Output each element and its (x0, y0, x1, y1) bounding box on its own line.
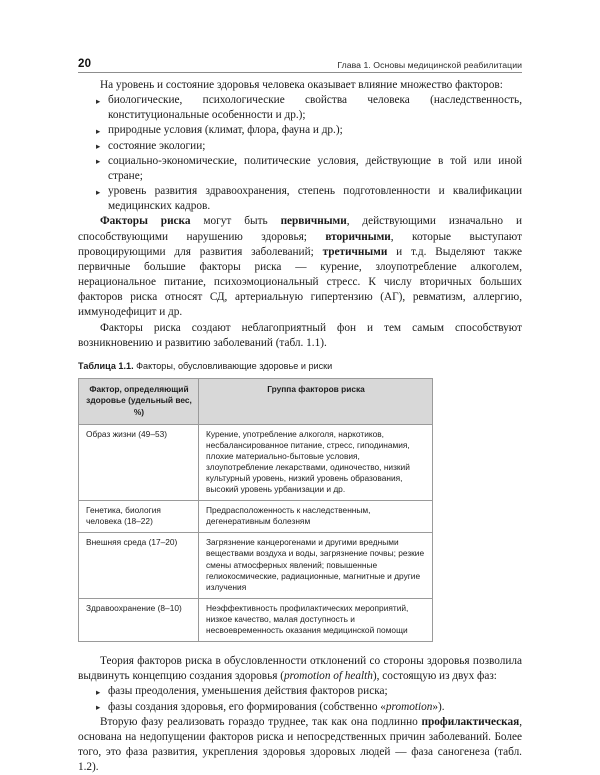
paragraph-intro: На уровень и состояние здоровья человека оказывает влияние множество факторов: (100, 79, 503, 91)
table-header (79, 378, 433, 424)
paragraph-theory (78, 654, 522, 684)
term-risk-factors: Факторы риска (100, 215, 191, 228)
list-item (78, 93, 522, 123)
term-promotion: promotion (385, 700, 433, 713)
bullet-triangle-icon: ▸ (96, 686, 101, 697)
list-item-label: фазы создания здоровья, его формирования (собственно « (108, 700, 386, 713)
cell-factor: Здравоохранение (8–10) (79, 598, 199, 641)
bullet-triangle-icon: ▸ (96, 186, 101, 197)
cell-factor: Генетика, биология человека (18–22) (79, 501, 199, 533)
list-item-label: природные условия (климат, флора, фауна и др.); (108, 124, 343, 137)
cell-risks: Предрасположенность к наследственным, дегенеративным болезням (199, 501, 433, 533)
cell-risks: Курение, употребление алкоголя, наркотиков, несбалансированное питание, стресс, гиподинамия, плохие материально-бытовые условия, злоупотребление лекарствами, одиночество, низкий культурный уровень, низкий уровень образования, высокий уровень урбанизации и др. (199, 424, 433, 501)
table-row (79, 598, 433, 641)
term-primary: первичными (280, 215, 347, 228)
bullet-triangle-icon: ▸ (96, 125, 101, 136)
text-run: , основана на недопущении факторов риска и непосредственных причин заболеваний. Более того, это фаза развития, укрепления здоровья здоровых людей — фаза саногенеза (табл. 1.2). (78, 715, 522, 774)
table-row (79, 424, 433, 501)
table-header-row (79, 378, 433, 424)
paragraph-risk-types (78, 214, 522, 320)
cell-risks: Неэффективность профилактических мероприятий, низкое качество, малая доступность и несвоевременность оказания медицинской помощи (199, 598, 433, 641)
running-head (78, 50, 522, 73)
table-health-factors (78, 378, 433, 642)
term-secondary: вторичными (325, 230, 391, 243)
column-header-risk-group: Группа факторов риска (199, 378, 433, 424)
list-item (78, 123, 522, 138)
text-run: , которые выступают провоцирующими для развития заболеваний; (78, 230, 522, 258)
list-item (78, 154, 522, 184)
term-promotion-of-health: promotion of health (283, 670, 373, 683)
bullet-triangle-icon: ▸ (96, 156, 101, 167)
text-run: ), состоящую из двух фаз: (372, 670, 497, 683)
list-item (78, 139, 522, 154)
list-item-label: фазы преодоления, уменьшения действия факторов риска; (108, 685, 388, 698)
text-run: Теория факторов риска в обусловленности отклонений со стороны здоровья позволила выдвинуть концепцию создания здоровья ( (78, 655, 522, 683)
list-item (78, 184, 522, 214)
bullet-list-phases (78, 684, 522, 714)
text-column (78, 78, 522, 775)
chapter-title: Глава 1. Основы медицинской реабилитации (337, 60, 522, 70)
paragraph-background: Факторы риска создают неблагоприятный фон и тем самым способствуют возникновению и развитию заболеваний (табл. 1.1). (78, 321, 522, 349)
term-prophylactic: профилактическая (421, 715, 520, 728)
table-caption (78, 360, 522, 373)
term-tertiary: третичными (322, 245, 388, 258)
paragraph-second-phase (78, 715, 522, 775)
table-row (79, 533, 433, 598)
cell-factor: Внешняя среда (17–20) (79, 533, 199, 598)
table-caption-text: Факторы, обусловливающие здоровье и риски (133, 360, 333, 371)
list-item (78, 684, 522, 699)
text-run: , действующими изначально и способствующими нарушению здоровья; (78, 215, 522, 243)
list-item-label: биологические, психологические свойства человека (наследственность, конституциональные особенности и др.); (108, 94, 522, 122)
bullet-triangle-icon: ▸ (96, 141, 101, 152)
text-run: и т.д. Выделяют также первичные большие факторы риска — курение, злоупотребление алкоголем, нерациональное питание, психоэмоциональный стресс. К числу вторичных больших факторов риска относят СД, артериальную гипертензию (АГ), ревматизм, аллергию, иммунодефицит и др. (78, 245, 522, 319)
list-item-label: социально-экономические, политические условия, действующие в той или иной стране; (108, 154, 522, 182)
column-header-factor: Фактор, определяющий здоровье (удельный вес, %) (79, 378, 199, 424)
spacer (78, 642, 522, 654)
list-item-label: уровень развития здравоохранения, степень подготовленности и квалификации медицинских кадров. (108, 185, 522, 213)
spacer (78, 351, 522, 360)
bullet-triangle-icon: ▸ (96, 95, 101, 106)
bullet-list-factors (78, 93, 522, 214)
table-caption-label: Таблица 1.1. (78, 360, 134, 371)
list-item (78, 700, 522, 715)
page-number: 20 (78, 58, 92, 70)
cell-factor: Образ жизни (49–53) (79, 424, 199, 501)
text-run: могут быть (190, 215, 281, 228)
table-row (79, 501, 433, 533)
bullet-triangle-icon: ▸ (96, 702, 101, 713)
list-item-label-tail: »). (432, 700, 445, 713)
table-body (79, 424, 433, 642)
cell-risks: Загрязнение канцерогенами и другими вредными веществами воздуха и воды, загрязнение почвы; резкие смены атмосферных явлений; повышенные гелиокосмические, радиационные, магнитные и другие излучения (199, 533, 433, 598)
text-run: Вторую фазу реализовать гораздо труднее, так как она подлинно (100, 715, 422, 728)
list-item-label: состояние экологии; (108, 139, 206, 152)
